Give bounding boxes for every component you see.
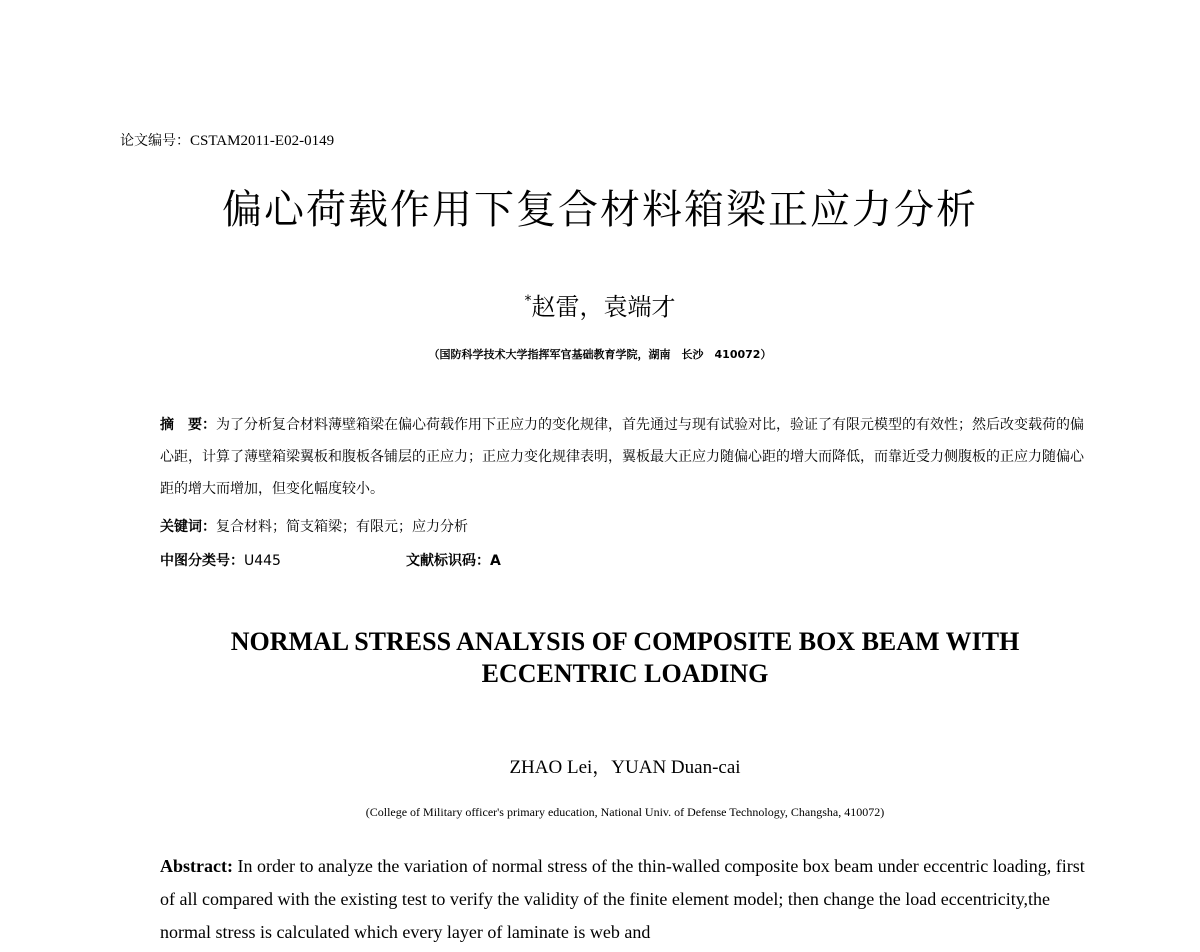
doc-code-value: A	[490, 553, 501, 569]
keywords-text: 复合材料；简支箱梁；有限元；应力分析	[216, 519, 468, 535]
paper-id	[120, 130, 334, 150]
chinese-title: 偏心荷载作用下复合材料箱梁正应力分析	[222, 187, 978, 233]
chinese-authors	[0, 287, 1200, 322]
corresponding-author-mark: *	[524, 293, 532, 309]
chinese-abstract	[160, 409, 1088, 505]
doc-code	[406, 550, 501, 570]
class-value: U445	[244, 553, 281, 569]
chinese-author-names: 赵雷，袁端才	[531, 293, 676, 321]
keywords-label: 关键词：	[160, 519, 216, 535]
classification-line	[160, 550, 501, 570]
paper-id-label: 论文编号：	[120, 133, 190, 149]
doc-code-label: 文献标识码：	[406, 553, 490, 569]
chinese-abstract-text: 为了分析复合材料薄壁箱梁在偏心荷载作用下正应力的变化规律，首先通过与现有试验对比，验证了有限元模型的有效性；然后改变载荷的偏心距，计算了薄壁箱梁翼板和腹板各铺层的正应力；正应力变化规律表明，翼板最大正应力随偏心距的增大而降低，而靠近受力侧腹板的正应力随偏心距的增大而增加，但变化幅度较小。	[160, 417, 1084, 497]
class-label: 中图分类号：	[160, 553, 244, 569]
english-abstract-label: Abstract:	[160, 856, 233, 876]
english-authors: ZHAO Lei，YUAN Duan-cai	[509, 757, 741, 778]
english-abstract	[160, 850, 1092, 949]
chinese-abstract-label: 摘 要：	[160, 417, 216, 433]
english-abstract-text: In order to analyze the variation of normal stress of the thin-walled composite box beam under eccentric loading, first of all compared with the existing test to verify the validity of the finite element model; then change the load eccentricity,the normal stress is calculated which every layer of laminate is web and	[160, 856, 1085, 942]
english-affiliation: (College of Military officer's primary education, National Univ. of Defense Technology, Changsha, 410072)	[365, 805, 885, 819]
english-title	[0, 626, 1200, 690]
chinese-keywords	[160, 516, 468, 536]
english-title-line-2: ECCENTRIC LOADING	[481, 659, 769, 688]
paper-id-value: CSTAM2011-E02-0149	[190, 133, 335, 149]
english-title-line-1: NORMAL STRESS ANALYSIS OF COMPOSITE BOX BEAM WITH	[230, 627, 1020, 656]
chinese-affiliation: （国防科学技术大学指挥军官基础教育学院，湖南 长沙 410072）	[428, 348, 772, 361]
